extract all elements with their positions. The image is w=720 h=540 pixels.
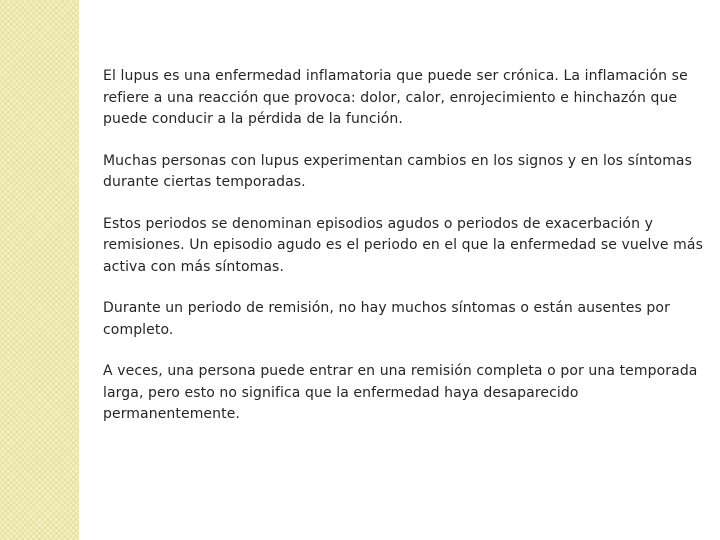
text-body	[103, 66, 703, 446]
paragraph-symptom-changes: Muchas personas con lupus experimentan cambios en los signos y en los síntomas durante ciertas temporadas.	[103, 152, 693, 190]
decorative-side-band	[0, 0, 79, 540]
paragraph-remission-period: Durante un periodo de remisión, no hay muchos síntomas o están ausentes por completo.	[103, 300, 670, 338]
paragraph-complete-remission: A veces, una persona puede entrar en una remisión completa o por una temporada larga, pero esto no significa que la enfermedad haya desaparecido permanentemente.	[103, 363, 698, 422]
paragraph-lupus-definition: El lupus es una enfermedad inflamatoria que puede ser crónica. La inflamación se refiere a una reacción que provoca: dolor, calor, enrojecimiento e hinchazón que puede conducir a la pérdida de la función.	[103, 68, 688, 127]
paragraph-flares-remissions: Estos periodos se denominan episodios agudos o periodos de exacerbación y remisiones. Un episodio agudo es el periodo en el que la enfermedad se vuelve más activa con más síntomas.	[103, 215, 703, 275]
